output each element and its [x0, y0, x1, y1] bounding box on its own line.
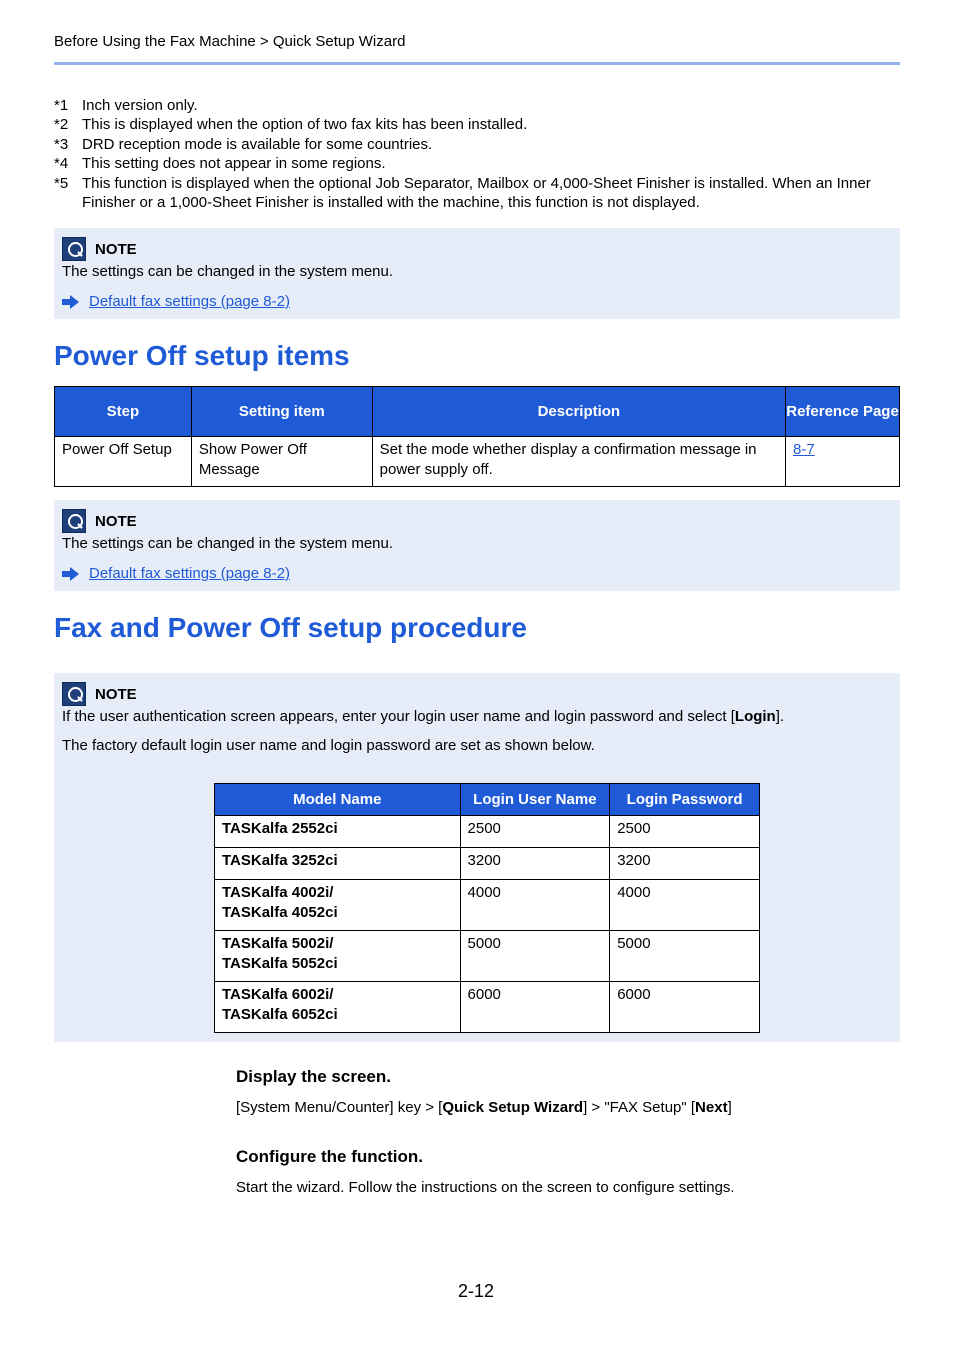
login-password-cell: 6000 — [610, 982, 760, 1033]
column-header: Reference Page — [786, 387, 900, 437]
footnote-text: This setting does not appear in some regions. — [82, 155, 386, 173]
power-off-setup-table — [54, 386, 900, 487]
model-name-line: TASKalfa 5002i/ — [222, 935, 334, 952]
model-name-cell: TASKalfa 2552ci — [215, 816, 461, 848]
table-row — [55, 437, 900, 487]
step-title: Configure the function. — [236, 1147, 423, 1166]
footnote — [54, 174, 900, 213]
table-row — [215, 848, 760, 880]
model-name-cell: TASKalfa 3252ci — [215, 848, 461, 880]
step-text-part: ] — [727, 1099, 732, 1116]
section-title: Fax and Power Off setup procedure — [54, 612, 527, 643]
breadcrumb: Before Using the Fax Machine > Quick Setup Wizard — [54, 33, 406, 50]
login-key-label: Login — [734, 708, 776, 725]
page-number: 2-12 — [458, 1281, 495, 1301]
note-box — [54, 500, 900, 591]
column-header: Model Name — [215, 784, 461, 816]
note-text: The settings can be changed in the system menu. — [62, 263, 394, 280]
model-name-cell — [215, 880, 461, 931]
default-fax-settings-link[interactable]: Default fax settings (page 8-2) — [89, 565, 290, 582]
step-text-part: [System Menu/Counter] key > [ — [236, 1099, 443, 1116]
header-divider — [54, 62, 900, 65]
table-row — [215, 982, 760, 1033]
step-title: Display the screen. — [236, 1067, 391, 1086]
note-box — [54, 673, 900, 1042]
login-defaults-table — [214, 783, 760, 1033]
note-text: The factory default login user name and login password are set as shown below. — [62, 737, 595, 754]
section-title: Power Off setup items — [54, 340, 350, 371]
table-cell: Power Off Setup — [55, 437, 192, 487]
model-name-line: TASKalfa 4052ci — [222, 903, 338, 921]
login-user-cell: 2500 — [460, 816, 610, 848]
login-password-cell: 2500 — [610, 816, 760, 848]
footnote — [54, 154, 900, 173]
column-header: Setting item — [191, 387, 372, 437]
default-fax-settings-link[interactable]: Default fax settings (page 8-2) — [89, 293, 290, 310]
footnote — [54, 135, 900, 154]
login-user-cell: 6000 — [460, 982, 610, 1033]
note-label: NOTE — [95, 240, 137, 258]
login-user-cell: 3200 — [460, 848, 610, 880]
note-label: NOTE — [95, 512, 137, 530]
table-header-row — [215, 784, 760, 816]
step-text: Start the wizard. Follow the instructions on the screen to configure settings. — [236, 1179, 735, 1196]
footnote-text: DRD reception mode is available for some countries. — [82, 135, 433, 153]
quick-setup-wizard-key-label: Quick Setup Wizard — [442, 1099, 584, 1116]
step-text — [236, 1099, 732, 1116]
login-password-cell: 3200 — [610, 848, 760, 880]
column-header: Login User Name — [460, 784, 610, 816]
model-name-line: TASKalfa 6052ci — [222, 1005, 338, 1023]
column-header: Login Password — [610, 784, 760, 816]
model-name-cell — [215, 931, 461, 982]
column-header: Step — [55, 387, 192, 437]
table-cell — [786, 437, 900, 487]
login-user-cell: 4000 — [460, 880, 610, 931]
note-icon — [62, 509, 86, 533]
column-header: Description — [372, 387, 785, 437]
table-row — [215, 880, 760, 931]
footnote-text: Inch version only. — [82, 97, 198, 114]
note-text: The settings can be changed in the system menu. — [62, 535, 394, 552]
table-cell: Show Power Off Message — [191, 437, 372, 487]
table-cell: Set the mode whether display a confirmation message in power supply off. — [372, 437, 785, 487]
note-text-part: If the user authentication screen appears, enter your login user name and login password and select [ — [62, 708, 735, 725]
table-row — [215, 816, 760, 848]
table-row — [215, 931, 760, 982]
reference-page-link[interactable]: 8-7 — [793, 441, 815, 458]
next-key-label: Next — [695, 1099, 728, 1116]
note-text-part: ]. — [775, 708, 785, 725]
table-header-row — [55, 387, 900, 437]
footnotes — [54, 96, 900, 212]
model-name-line: TASKalfa 4002i/ — [222, 884, 334, 901]
model-name-cell — [215, 982, 461, 1033]
note-box — [54, 228, 900, 319]
login-password-cell: 5000 — [610, 931, 760, 982]
model-name-line: TASKalfa 5052ci — [222, 954, 338, 972]
arrow-right-icon — [62, 295, 80, 309]
footnote-mark: *2 — [54, 116, 69, 134]
login-user-cell: 5000 — [460, 931, 610, 982]
model-name-line: TASKalfa 6002i/ — [222, 986, 334, 1003]
footnote-mark: *4 — [54, 155, 69, 173]
footnote-text: This is displayed when the option of two fax kits has been installed. — [82, 116, 528, 134]
footnote — [54, 115, 900, 134]
login-password-cell: 4000 — [610, 880, 760, 931]
footnote-mark: *1 — [54, 97, 69, 114]
footnote-mark: *5 — [54, 174, 69, 192]
footnote-text: This function is displayed when the optional Job Separator, Mailbox or 4,000-Sheet Finisher is installed. When an Inner Finisher or a 1,000-Sheet Finisher is installed with the machine, this function is not displayed. — [82, 174, 871, 212]
footnote-mark: *3 — [54, 135, 69, 153]
arrow-right-icon — [62, 567, 80, 581]
footnote — [54, 96, 900, 115]
note-icon — [62, 237, 86, 261]
step-text-part: ] > "FAX Setup" [ — [583, 1099, 696, 1116]
note-icon — [62, 682, 86, 706]
note-label: NOTE — [95, 685, 137, 703]
note-text — [62, 707, 892, 726]
